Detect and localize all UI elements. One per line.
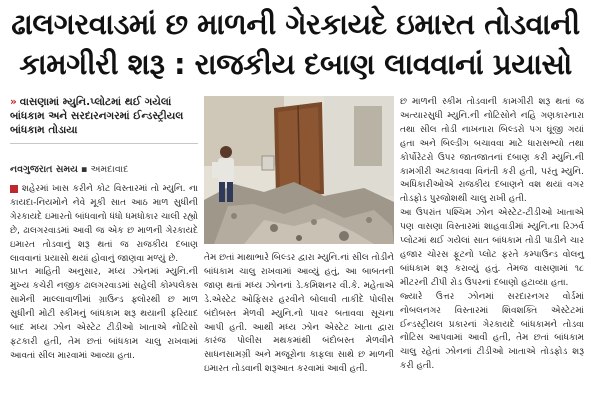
article-headline [6,4,585,86]
paragraph: પ્રાપ્ત માહિતી અનુસાર, મધ્ય ઝોનમાં મ્યુનિ.ની મુખ્ય કચેરી નજીક ઢાલગરવાડમાં સહેલી કોમ્પલેક્સ સામેની માલ્લાવાળીમાં ગ્રાઉન્ડ ફ્લોરથી છ માળ સુધીની મોટી સ્કીમનું બાંધકામ શરૂ થયાની ફરિયાદ બાદ મધ્ય ઝોન એસ્ટેટ ટીડીઓ ખાતાએ નોટિસો ફટકારી હતી, તેમ છતાં બાંધકામ ચાલુ રાખવામાં આવતાં સીલ મારવામાં આવ્યા હતા. [10,267,198,361]
byline [10,164,198,176]
byline-city: અમદાવાદ [90,164,129,175]
headline-line-2: કામગીરી શરૂ : રાજકીય દબાણ લાવવાનાં પ્રયાસો [19,47,572,81]
demolition-photo [204,96,394,244]
article-column-2 [204,252,394,412]
demolition-scene-image [204,96,394,244]
paragraph [10,183,198,266]
paragraph: છ માળની સ્કીમ તોડવાની કામગીરી શરૂ થતાં જ અત્યારસુધી મ્યુનિ.ની નોટિસોને નહિ ગણકારનારા તથા સીલ તોડી નાખનારા બિલ્ડરો પગ ઘૂંજી ગયાં હતા અને બિલ્ડીંગ બચાવવા માટે ધારાસભ્યો તથા કોર્પોરેટરો ઉપર જાતજાતનાં દબાણ કરી મ્યુનિ.ની કામગીરી અટકાવવા વિનંતી કરી હતી, પરંતુ મ્યુનિ. અધિકારીઓએ રાજકીય દબાણને વશ થયાં વગર તોડફોડ પુરજોશથી ચાલુ રાખી હતી. [400,97,584,205]
paragraph-text: શહેરમાં ખાસ કરીને કોટ વિસ્તારમાં તો મ્યુનિ. ના કાયદા-નિયમોને નેવે મૂકી સાત આઠ માળ સુધીની ગેરકાયદે ઇમારતો બાંધવાનો ધંધો ધમધોકાર ચાલી રહ્યો છે, ઢાલગરવાડમાં આવી જ એક છ માળની ગેરકાયદે ઇમારત તોડવાનું શરૂ થતાં જ રાજકીય દબાણ લાવવાનાં પ્રયાસો થયાં હોવાનું જાણવા મળ્યું છે. [10,184,198,264]
byline-source: નવગુજરાત સમય [10,164,78,175]
article-column-3 [400,96,584,412]
subheadline [10,95,198,144]
article-column-1 [10,183,198,413]
byline-separator: ▪ [80,164,91,175]
paragraph: જ્યારે ઉત્તર ઝોનમાં સરદારનગર વોર્ડમાં નોબલનગર વિસ્તારમાં શિવશક્તિ એસ્ટેટમાં ઈન્ડસ્ટ્રીયલ પ્રકારનાં ગેરકાયદે બાંધકામને તોડવા નોટિસ આપવામાં આવી હતી, તેમ છતાં બાંધકામ ચાલુ રહેતાં ઝોનનાં ટીડીઓ ખાતાએ તોડફોડ શરૂ કરી હતી. [400,291,584,372]
headline-line-1: ઢાલગરવાડમાં છ માળની ગેરકાયદે ઇમારત તોડવાની [11,7,580,41]
subheadline-text: વાસણામાં મ્યુનિ.પ્લોટમાં થઈ ગયેલાં બાંધકામ અને સરદારનગરમાં ઈન્ડસ્ટ્રીયલ બાંધકામ તોડાયા [10,96,184,136]
paragraph: તેમ છતાં માથાભારે બિલ્ડર દ્વારા મ્યુનિ.નાં સીલ તોડીને બાંધકામ ચાલુ રાખવામાં આવ્યું હતું, આ બાબતની જાણ થતાં મધ્ય ઝોનનાં ડે.કમિશનર વી.કે. મહેતાએ ડે.એસ્ટેટ ઓફિસર હરવીને બોલાવી તાકીદે પોલીસ બંદોબસ્ત મેળવી મ્યુનિ.નો પાવર બતાવવા સૂચના આપી હતી. આથી મધ્ય ઝોન એસ્ટેટ ખાતા દ્વારા કારંજ પોલીસ મથકમાંથી બંદોબસ્ત મેળવીને સાધનસામગ્રી અને મજૂરોના કાફલા સાથે છ માળની ઇમારત તોડવાની શરૂઆત કરવામાં આવી હતી. [204,253,394,375]
paragraph: આ ઉપરાંત પશ્ચિમ ઝોન એસ્ટેટ-ટીડીઓ ખાતાએ પણ વાસણા વિસ્તારમાં શાહવાડીમાં મ્યુનિ.ના રિઝર્વ પ્લોટમાં થઈ ગયેલાં સાત બાંધકામ તોડી પાડીને ચાર હજાર ચોરસ ફૂટનો પ્લોટ ફરતે કમ્પાઉન્ડ વોલનુ બાંધકામ શરૂ કરાવ્યું હતું. તેમજ વાસણામાં ૧૮ મીટરની ટીપી રોડ ઉપરનાં દબાણો હટાવ્યા હતા. [400,208,584,288]
double-chevron-icon: » [10,96,17,108]
lead-marker [10,185,18,193]
